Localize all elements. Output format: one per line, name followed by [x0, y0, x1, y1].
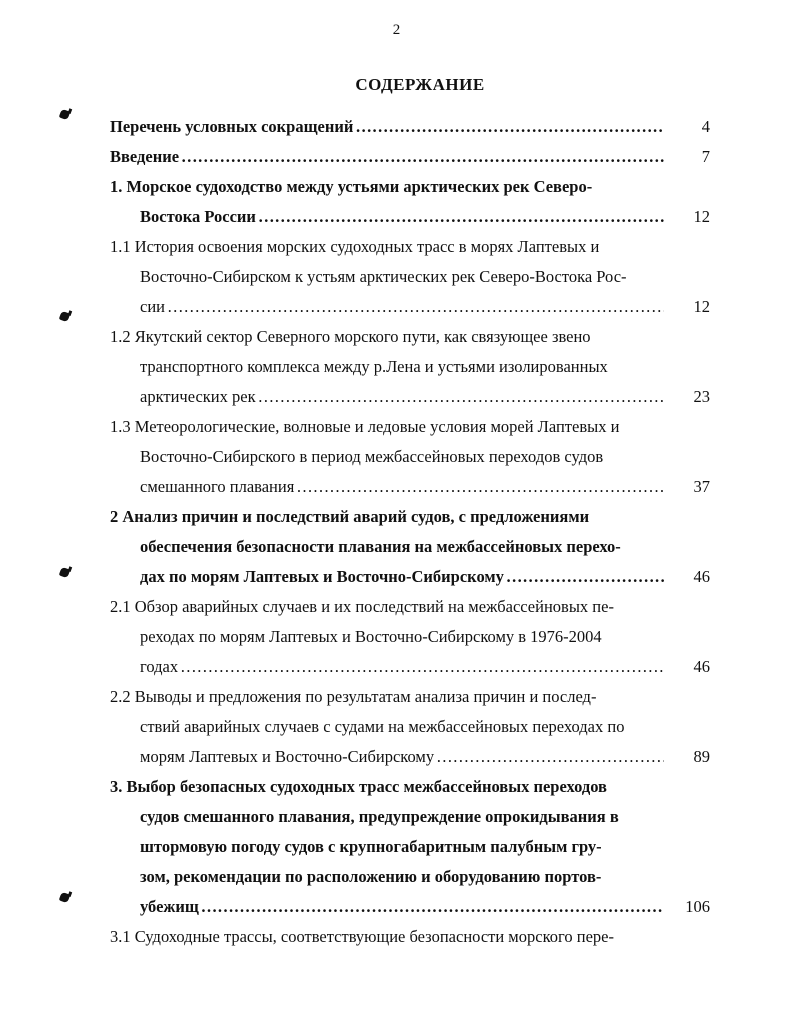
margin-mark [59, 109, 71, 121]
toc-entry-section-1-3[interactable] [110, 412, 710, 502]
toc-page-number: 89 [693, 747, 710, 766]
toc-entry-text: 2 Анализ причин и последствий аварий судов, с предложениями [110, 507, 590, 526]
toc-leader-dots [436, 742, 664, 772]
margin-mark [59, 892, 71, 904]
page-title: СОДЕРЖАНИЕ [355, 75, 485, 94]
toc-entry-text: дах по морям Лаптевых и Восточно-Сибирскому [140, 567, 504, 586]
table-of-contents [110, 112, 710, 952]
toc-entry-text: обеспечения безопасности плавания на межбассейновых перехо- [140, 537, 621, 556]
toc-entry-text: смешанного плавания [140, 477, 295, 496]
toc-entry-section-1-2[interactable] [110, 322, 710, 412]
toc-entry-section-3-1[interactable] [110, 922, 710, 952]
toc-entry-text: штормовую погоду судов с крупногабаритным палубным гру- [140, 837, 602, 856]
toc-leader-dots [167, 292, 664, 322]
toc-page-number: 12 [693, 297, 710, 316]
toc-leader-dots [201, 892, 664, 922]
toc-page-number: 37 [693, 477, 710, 496]
toc-page-number: 46 [693, 657, 710, 676]
toc-entry-text: 1.1 История освоения морских судоходных трасс в морях Лаптевых и [110, 237, 600, 256]
toc-entry-text: 1. Морское судоходство между устьями арктических рек Северо- [110, 177, 593, 196]
toc-entry-text: судов смешанного плавания, предупреждение опрокидывания в [140, 807, 619, 826]
toc-leader-dots [355, 112, 664, 142]
toc-leader-dots [296, 472, 664, 502]
toc-entry-chapter-3[interactable] [110, 772, 710, 922]
toc-entry-text: Восточно-Сибирском к устьям арктических рек Северо-Востока Рос- [140, 267, 627, 286]
toc-entry-text: Восточно-Сибирского в период межбассейновых переходов судов [140, 447, 604, 466]
toc-page-number: 106 [685, 897, 710, 916]
toc-page-number: 12 [693, 207, 710, 226]
toc-leader-dots [258, 202, 664, 232]
toc-entry-section-2-2[interactable] [110, 682, 710, 772]
toc-page-number: 46 [693, 567, 710, 586]
toc-entry-text: 1.3 Метеорологические, волновые и ледовые условия морей Лаптевых и [110, 417, 620, 436]
toc-entry-text: морям Лаптевых и Восточно-Сибирскому [140, 747, 435, 766]
margin-mark [59, 567, 71, 579]
toc-page-number: 7 [701, 147, 710, 166]
toc-entry-text: 2.2 Выводы и предложения по результатам анализа причин и послед- [110, 687, 597, 706]
toc-leader-dots [181, 142, 664, 172]
toc-entry-text: годах [140, 657, 179, 676]
toc-leader-dots [180, 652, 664, 682]
toc-leader-dots [506, 562, 664, 592]
margin-mark [59, 311, 71, 323]
toc-entry-text: ствий аварийных случаев с судами на межбассейновых переходах по [140, 717, 625, 736]
toc-entry-text: транспортного комплекса между р.Лена и устьями изолированных [140, 357, 608, 376]
toc-entry-chapter-1[interactable] [110, 172, 710, 232]
toc-entry-text: 1.2 Якутский сектор Северного морского пути, как связующее звено [110, 327, 591, 346]
toc-entry-text: Востока России [140, 207, 256, 226]
toc-entry-chapter-2[interactable] [110, 502, 710, 592]
toc-entry-abbreviations[interactable] [110, 112, 710, 142]
toc-entry-text: сии [140, 297, 165, 316]
toc-entry-text: реходах по морям Лаптевых и Восточно-Сибирскому в 1976-2004 [140, 627, 602, 646]
toc-entry-section-1-1[interactable] [110, 232, 710, 322]
toc-leader-dots [258, 382, 664, 412]
toc-entry-text: 3. Выбор безопасных судоходных трасс межбассейновых переходов [110, 777, 607, 796]
toc-entry-text: 2.1 Обзор аварийных случаев и их последствий на межбассейновых пе- [110, 597, 614, 616]
toc-entry-text: зом, рекомендации по расположению и оборудованию портов- [140, 867, 602, 886]
toc-entry-text: убежищ [140, 897, 199, 916]
toc-page-number: 23 [693, 387, 710, 406]
toc-entry-text: 3.1 Судоходные трассы, соответствующие безопасности морского пере- [110, 927, 614, 946]
toc-entry-text: Перечень условных сокращений [110, 117, 354, 136]
page-number: 2 [392, 22, 401, 38]
toc-entry-text: арктических рек [140, 387, 256, 406]
toc-entry-section-2-1[interactable] [110, 592, 710, 682]
toc-page-number: 4 [701, 117, 710, 136]
toc-entry-introduction[interactable] [110, 142, 710, 172]
toc-entry-text: Введение [110, 147, 180, 166]
